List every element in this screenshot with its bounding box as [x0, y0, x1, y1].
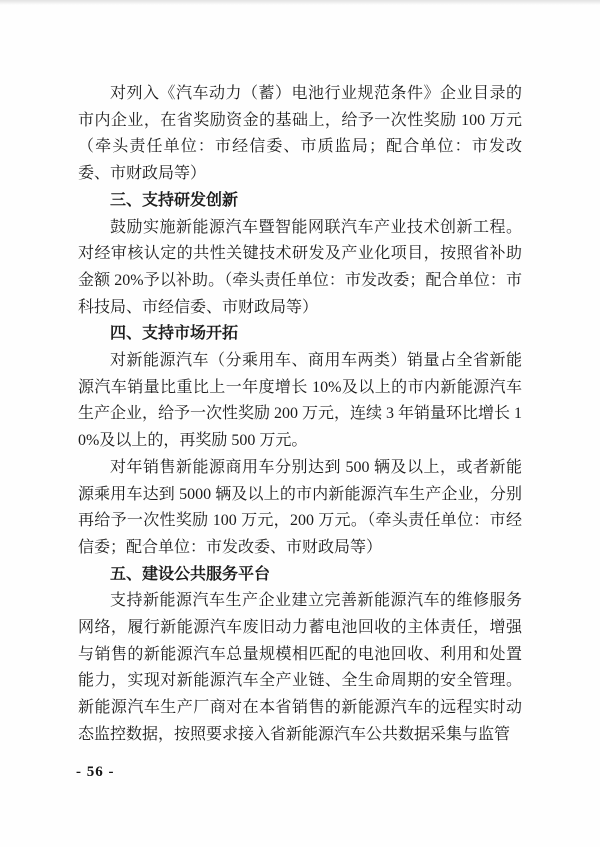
section-heading-3-support-rd-innovation: 三、支持研发创新 — [110, 191, 239, 209]
body-paragraph-service-network-battery-recycling: 支持新能源汽车生产企业建立完善新能源汽车的维修服务网络，履行新能源汽车废旧动力蓄电池回收的主体责任，增强与销售的新能源汽车总量规模相匹配的电池回收、利用和处置能力，实现对新能源汽车全产业链、全生命周期的安全管理。新能源汽车生产厂商对在本省销售的新能源汽车的远程实时动态监控数据，按照要求接入省新能源汽车公共数据采集与监管 — [78, 592, 522, 743]
body-paragraph-sales-volume-reward: 对年销售新能源商用车分别达到 500 辆及以上，或者新能源乘用车达到 5000 辆及以上的市内新能源汽车生产企业，分别再给予一次性奖励 100 万元，200 万元。（牵头责任单位：市经信委；配合单位：市发改委、市财政局等） — [78, 458, 522, 556]
body-paragraph-battery-catalog-reward: 对列入《汽车动力（蓄）电池行业规范条件》企业目录的市内企业，在省奖励资金的基础上，给予一次性奖励 100 万元（牵头责任单位：市经信委、市质监局；配合单位：市发改委、市财政局等） — [78, 85, 522, 183]
section-heading-5-public-service-platform: 五、建设公共服务平台 — [110, 565, 271, 583]
body-paragraph-rd-subsidy: 鼓励实施新能源汽车暨智能网联汽车产业技术创新工程。对经审核认定的共性关键技术研发及产业化项目，按照省补助金额 20%予以补助。（牵头责任单位：市发改委；配合单位：市科技局、市经信委、市财政局等） — [78, 218, 522, 316]
body-paragraph-sales-share-reward: 对新能源汽车（分乘用车、商用车两类）销量占全省新能源汽车销量比重比上一年度增长 10%及以上的市内新能源汽车生产企业，给予一次性奖励 200 万元，连续 3 年销量环比增长 10%及以上的，再奖励 500 万元。 — [78, 352, 523, 450]
scan-edge-shadow — [0, 0, 600, 5]
document-body — [78, 81, 522, 749]
page-number: - 56 - — [76, 764, 115, 780]
section-heading-4-support-market-expansion: 四、支持市场开拓 — [110, 325, 239, 343]
